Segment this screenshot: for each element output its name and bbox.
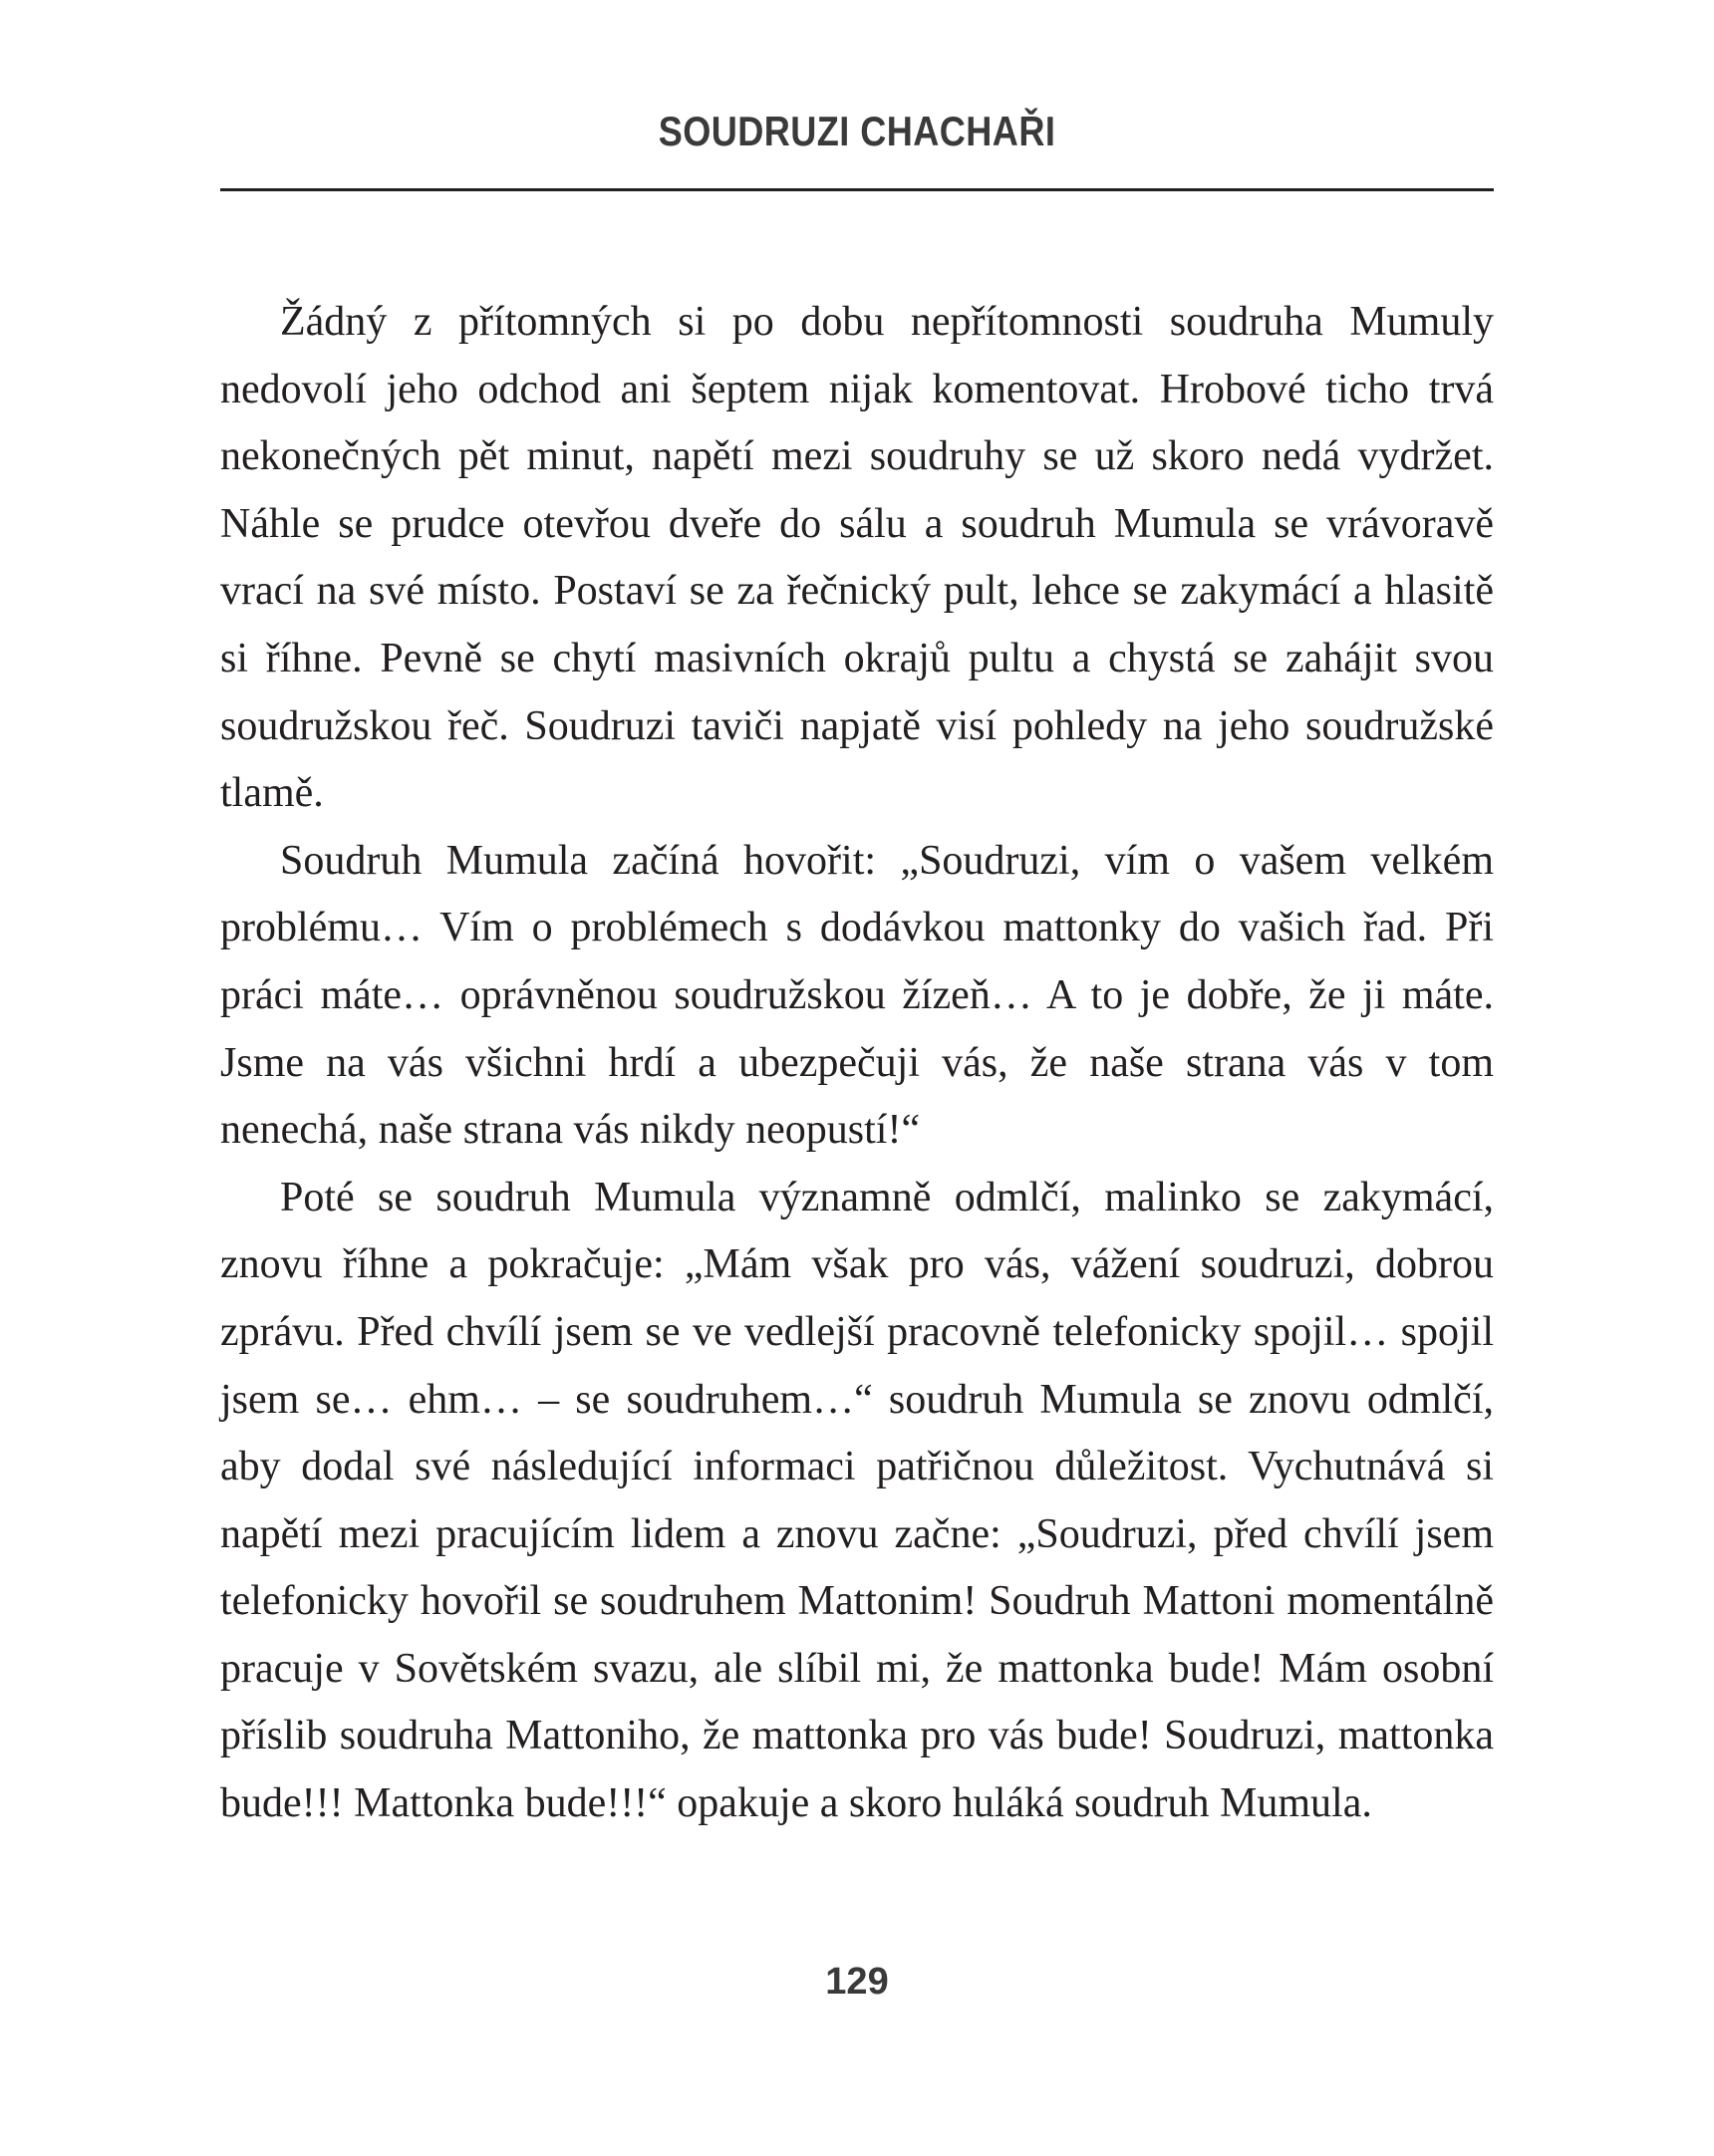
paragraph: Soudruh Mumula začíná hovořit: „Soudruzi, vím o vašem velkém problému… Vím o problémech s dodávkou mattonky do vašich řad. Při práci máte… oprávněnou soudružskou žízeň… A to je dobře, že ji máte. Jsme na vás všichni hrdí a ubezpečuji vás, že naše strana vás v tom nenechá, naše strana vás nikdy neopustí!“ — [220, 837, 1494, 1154]
paragraph: Žádný z přítomných si po dobu nepřítomnosti soudruha Mumuly nedovolí jeho odchod ani šeptem nijak komentovat. Hrobové ticho trvá nekonečných pět minut, napětí mezi soudruhy se už skoro nedá vydržet. Náhle se prudce otevřou dveře do sálu a soudruh Mumula se vrávoravě vrací na své místo. Postaví se za řečnický pult, lehce se zakymácí a hlasitě si říhne. Pevně se chytí masivních okrajů pultu a chystá se zahájit svou soudružskou řeč. Soudruzi taviči napjatě visí pohledy na jeho soudružské tlamě. — [220, 299, 1494, 817]
running-head: SOUDRUZI CHACHAŘI — [658, 108, 1056, 154]
paragraph: Poté se soudruh Mumula významně odmlčí, malinko se zakymácí, znovu říhne a pokračuje: „Mám však pro vás, vážení soudruzi, dobrou zprávu. Před chvílí jsem se ve vedlejší pracovně telefonicky spojil… spojil jsem se… ehm… – se soudruhem…“ soudruh Mumula se znovu odmlčí, aby dodal své následující informaci patřičnou důležitost. Vychutnává si napětí mezi pracujícím lidem a znovu začne: „Soudruzi, před chvílí jsem telefonicky hovořil se soudruhem Mattonim! Soudruh Mattoni momentálně pracuje v Sovětském svazu, ale slíbil mi, že mattonka bude! Mám osobní příslib soudruha Mattoniho, že mattonka pro vás bude! Soudruzi, mattonka bude!!! Mattonka bude!!!“ opakuje a skoro huláká soudruh Mumula. — [220, 1174, 1494, 1827]
page-number: 129 — [825, 1961, 889, 2003]
body-text — [220, 289, 1494, 1838]
header-rule — [220, 188, 1494, 191]
